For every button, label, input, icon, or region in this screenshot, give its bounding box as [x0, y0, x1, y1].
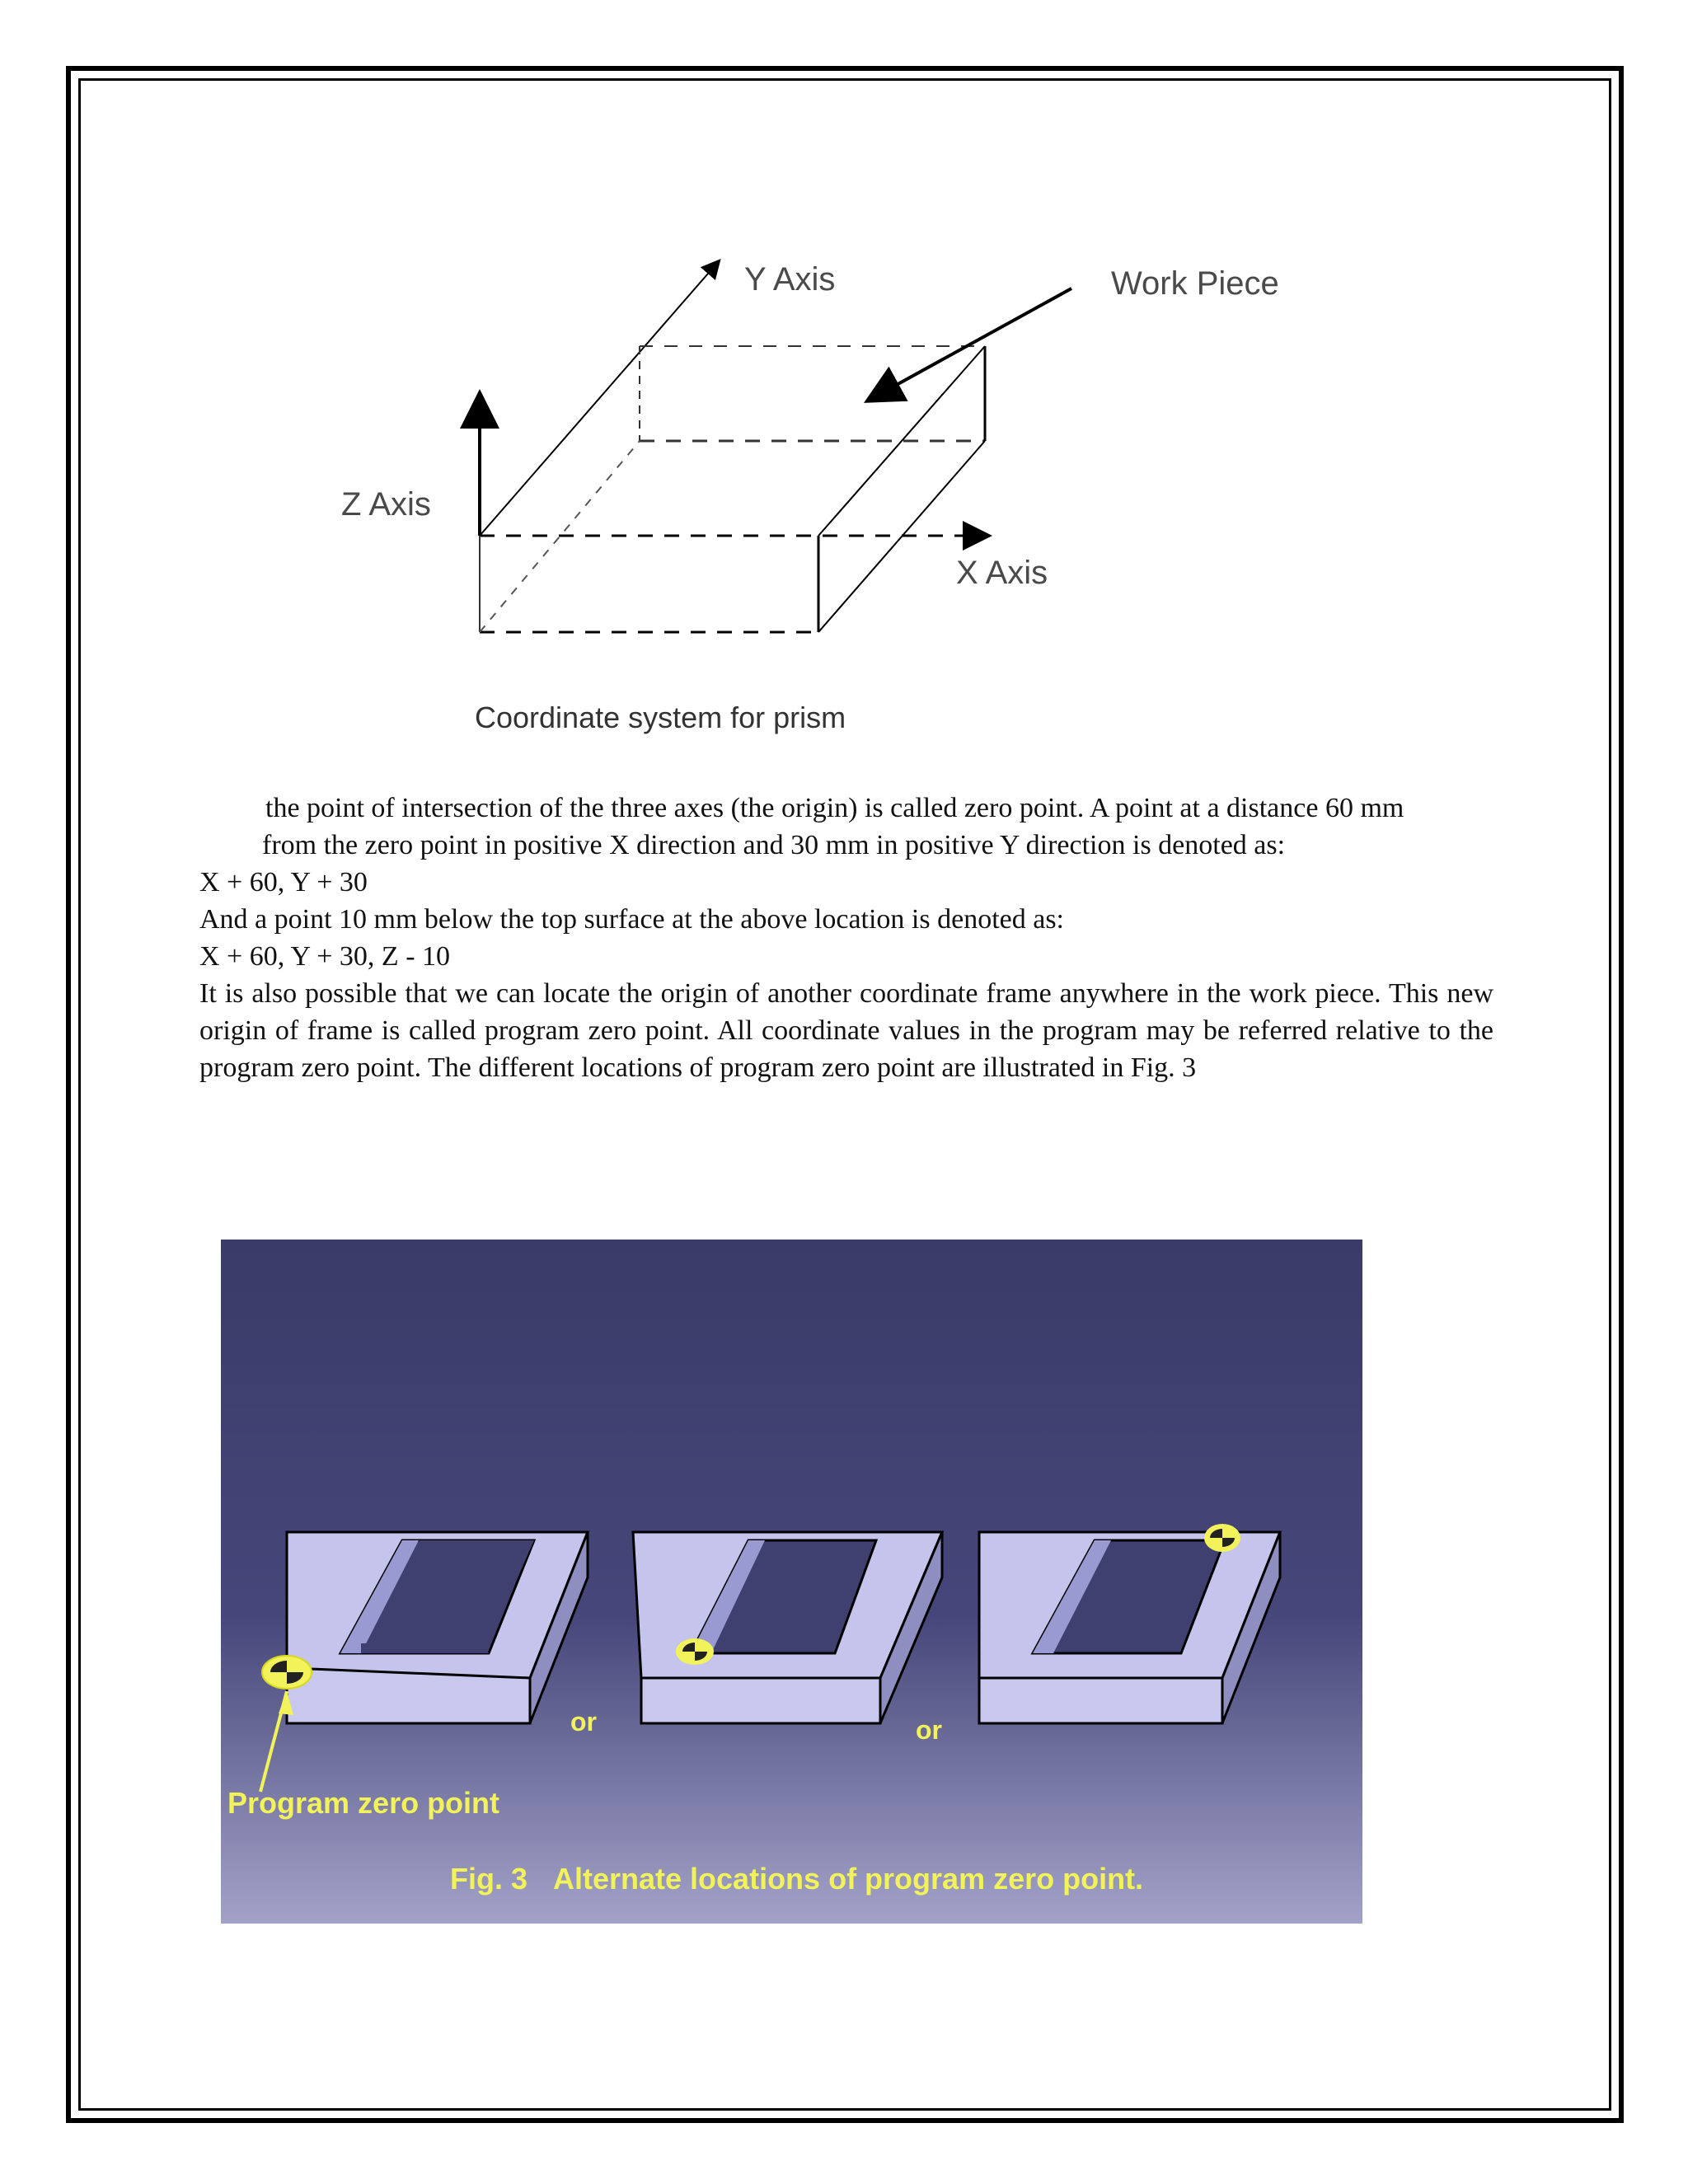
paragraph-zero-point-line2: from the zero point in positive X direction and 30 mm in positive Y direction is denoted as: — [262, 830, 1286, 860]
program-zero-point-label: Program zero point — [227, 1786, 500, 1820]
coordinate-system-diagram — [313, 243, 1385, 754]
body-text — [199, 790, 1493, 1086]
figure-3-image — [221, 1240, 1362, 1924]
figure-caption: Alternate locations of program zero point. — [553, 1862, 1144, 1896]
or-label-1: or — [570, 1707, 597, 1736]
program-zero-marker-3 — [1204, 1524, 1240, 1552]
work-piece-arrow — [870, 288, 1071, 400]
diagram-caption: Coordinate system for prism — [475, 701, 846, 734]
y-axis-label: Y Axis — [744, 261, 836, 298]
paragraph-zero-point — [199, 790, 1493, 864]
z-axis-label: Z Axis — [341, 486, 431, 523]
y-axis-line — [480, 261, 719, 536]
paragraph-below-surface: And a point 10 mm below the top surface at the above location is denoted as: — [199, 904, 1065, 935]
figure-number: Fig. 3 — [450, 1862, 528, 1896]
block-1 — [287, 1532, 588, 1723]
work-piece-label: Work Piece — [1111, 265, 1279, 302]
coordinate-example-1: X + 60, Y + 30 — [199, 867, 368, 898]
paragraph-zero-point-line1: the point of intersection of the three axes (the origin) is called zero point. A point at a distance 60 mm — [265, 793, 1404, 823]
block-3 — [979, 1532, 1280, 1723]
x-axis-label: X Axis — [956, 555, 1048, 591]
or-label-2: or — [916, 1715, 942, 1745]
coordinate-example-2: X + 60, Y + 30, Z - 10 — [199, 941, 451, 972]
program-zero-marker-2 — [676, 1638, 714, 1665]
paragraph-program-zero: It is also possible that we can locate the origin of another coordinate frame anywhere in the work piece. This new origin of frame is called program zero point. All coordinate values in the program may be referred relative to the program zero point. The different locations of program zero point are illustrated in Fig. 3 — [199, 978, 1493, 1083]
